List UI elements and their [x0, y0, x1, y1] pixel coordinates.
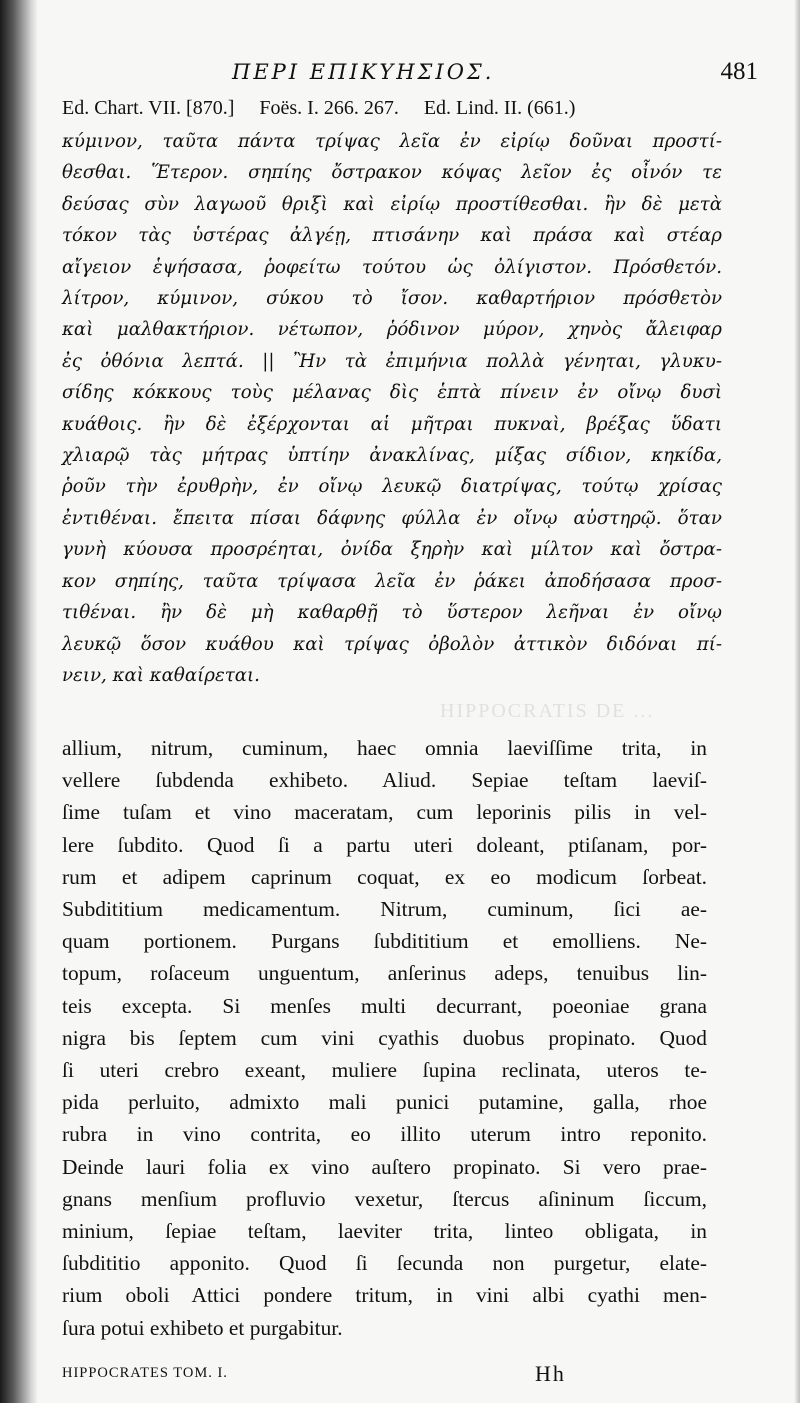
- greek-line: λίτρον, κύμινον, σύκου τὸ ἴσον. καθαρτήριον πρόσθετὸν: [62, 288, 722, 310]
- latin-line: Deinde lauri folia ex vino auſtero propinato. Si vero prae-: [62, 1154, 707, 1179]
- greek-line: τιθέναι. ἢν δὲ μὴ καθαρθῇ τὸ ὕστερον λεῆναι ἐν οἴνῳ: [62, 602, 722, 624]
- greek-line: ῥοῦν τὴν ἐρυθρὴν, ἐν οἴνῳ λευκῷ διατρίψας, τούτῳ χρίσας: [62, 476, 722, 498]
- latin-line: ſi uteri crebro exeant, muliere ſupina reclinata, uteros te-: [62, 1058, 707, 1083]
- latin-line: ſubdititio apponito. Quod ſi ſecunda non purgetur, elate-: [62, 1251, 707, 1276]
- latin-line: rum et adipem caprinum coquat, ex eo modicum ſorbeat.: [62, 864, 707, 889]
- greek-line: ἐντιθέναι. ἔπειτα πίσαι δάφνης φύλλα ἐν οἴνῳ αὐστηρῷ. ὅταν: [62, 507, 722, 529]
- latin-line: gnans menſium profluvio vexetur, ſtercus aſininum ſiccum,: [62, 1186, 707, 1211]
- greek-line: νειν, καὶ καθαίρεται.: [62, 664, 260, 686]
- signature-mark: Hh: [535, 1361, 566, 1386]
- latin-line: ſura potui exhibeto et purgabitur.: [62, 1315, 343, 1340]
- greek-line: λευκῷ ὅσον κυάθου καὶ τρίψας ὀβολὸν ἀττικὸν διδόναι πί-: [62, 633, 722, 655]
- greek-line: τόκον τὰς ὑστέρας ἀλγέῃ, πτισάνην καὶ πράσα καὶ στέαρ: [62, 225, 722, 247]
- greek-line: δεύσας σὺν λαγωοῦ θριξὶ καὶ εἰρίῳ προστίθεσθαι. ἢν δὲ μετὰ: [62, 193, 722, 215]
- latin-line: rubra in vino contrita, eo illito uterum intro reponito.: [62, 1122, 707, 1147]
- edition-ref-linden: Ed. Lind. II. (661.): [423, 97, 576, 119]
- bleed-through-text: HIPPOCRATIS DE ...: [440, 700, 655, 722]
- edition-ref-foes: Foës. I. 266. 267.: [259, 97, 399, 119]
- binding-gutter-shadow: [0, 0, 38, 1403]
- latin-line: lere ſubdito. Quod ſi a partu uteri doleant, ptiſanam, por-: [62, 832, 707, 857]
- latin-line: topum, roſaceum unguentum, anſerinus adeps, tenuibus lin-: [62, 961, 707, 986]
- page-edge: [794, 0, 800, 1403]
- signature-line: HIPPOCRATES TOM. I.: [62, 1365, 228, 1381]
- page-number: 481: [720, 58, 758, 85]
- edition-references: [62, 97, 722, 120]
- latin-line: minium, ſepiae teſtam, laeviter trita, linteo obligata, in: [62, 1219, 707, 1244]
- greek-line: γυνὴ κύουσα προσρέηται, ὀνίδα ξηρὴν καὶ μίλτον καὶ ὄστρα-: [62, 539, 722, 561]
- running-head-title: ΠΕΡΙ ΕΠΙΚΥΗΣΙΟΣ.: [232, 60, 495, 84]
- latin-text-block: [62, 732, 707, 1344]
- greek-line: ἐς ὀθόνια λεπτά. || Ἢν τὰ ἐπιμήνια πολλὰ γένηται, γλυκυ-: [62, 350, 722, 372]
- latin-line: nigra bis ſeptem cum vini cyathis duobus propinato. Quod: [62, 1025, 707, 1050]
- greek-line: κύμινον, ταῦτα πάντα τρίψας λεῖα ἐν εἰρίῳ δοῦναι προστί-: [62, 131, 722, 152]
- edition-ref-chartier: Ed. Chart. VII. [870.]: [62, 97, 235, 119]
- greek-text-block: [62, 126, 722, 691]
- latin-line: allium, nitrum, cuminum, haec omnia laeviſſime trita, in: [62, 736, 707, 760]
- latin-line: quam portionem. Purgans ſubdititium et emolliens. Ne-: [62, 929, 707, 954]
- running-head: [60, 58, 760, 94]
- latin-line: pida perluito, admixto mali punici putamine, galla, rhoe: [62, 1090, 707, 1115]
- page-footer: [62, 1361, 722, 1389]
- greek-line: σίδης κόκκους τοὺς μέλανας δὶς ἑπτὰ πίνειν ἐν οἴνῳ δυσὶ: [62, 382, 722, 404]
- greek-line: χλιαρῷ τὰς μήτρας ὑπτίην ἀνακλίνας, μίξας σίδιον, κηκίδα,: [62, 445, 722, 467]
- latin-line: rium oboli Attici pondere tritum, in vini albi cyathi men-: [62, 1283, 707, 1308]
- greek-line: κον σηπίης, ταῦτα τρίψασα λεῖα ἐν ῥάκει ἀποδήσασα προσ-: [62, 570, 722, 592]
- latin-line: vellere ſubdenda exhibeto. Aliud. Sepiae teſtam laeviſ-: [62, 768, 707, 793]
- latin-line: Subdititium medicamentum. Nitrum, cuminum, ſici ae-: [62, 897, 707, 922]
- greek-line: θεσθαι. Ἕτερον. σηπίης ὄστρακον κόψας λεῖον ἐς οἶνόν τε: [62, 162, 722, 184]
- latin-line: ſime tuſam et vino maceratam, cum leporinis pilis in vel-: [62, 800, 707, 825]
- latin-line: teis excepta. Si menſes multi decurrant, poeoniae grana: [62, 993, 707, 1018]
- greek-line: αἴγειον ἑψήσασα, ῥοφείτω τούτου ὡς ὀλίγιστον. Πρόσθετόν.: [62, 256, 722, 278]
- greek-line: καὶ μαλθακτήριον. νέτωπον, ῥόδινον μύρον, χηνὸς ἄλειφαρ: [62, 319, 722, 341]
- greek-line: κυάθοις. ἢν δὲ ἐξέρχονται αἱ μῆτραι πυκναὶ, βρέξας ὕδατι: [62, 413, 722, 435]
